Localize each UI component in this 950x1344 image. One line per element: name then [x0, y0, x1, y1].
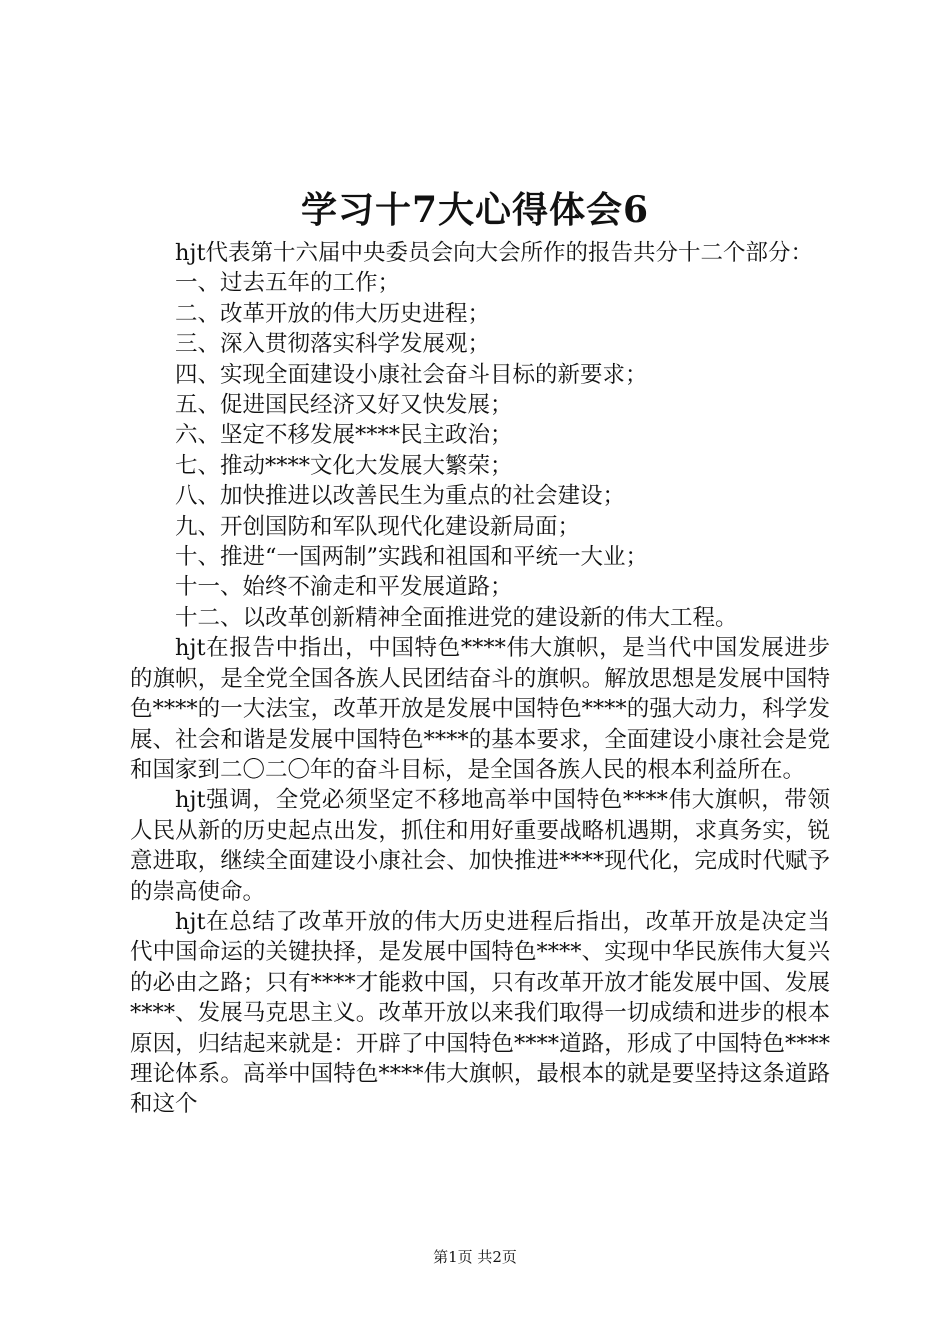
list-item: 八、加快推进以改善民生为重点的社会建设；	[175, 483, 626, 510]
list-item: 二、改革开放的伟大历史进程；	[175, 300, 491, 327]
page-footer: 第1页 共2页	[433, 1248, 517, 1266]
list-item: 十、推进“一国两制”实践和祖国和平统一大业；	[175, 544, 649, 571]
document-body	[130, 238, 830, 1120]
paragraph: hjt在总结了改革开放的伟大历史进程后指出，改革开放是决定当代中国命运的关键抉择，是发展中国特色****、实现中华民族伟大复兴的必由之路；只有****才能救中国，只有改革开放才能发展中国、发展****、发展马克思主义。改革开放以来我们取得一切成绩和进步的根本原因，归结起来就是：开辟了中国特色****道路，形成了中国特色****理论体系。高举中国特色****伟大旗帜，最根本的就是要坚持这条道路和这个	[130, 908, 830, 1118]
document-title: 学习十7大心得体会6	[300, 189, 650, 231]
list-item: 十一、始终不渝走和平发展道路；	[175, 574, 513, 601]
list-item: 四、实现全面建设小康社会奋斗目标的新要求；	[175, 361, 648, 388]
list-item: 十二、以改革创新精神全面推进党的建设新的伟大工程。	[175, 604, 738, 631]
list-item: 五、促进国民经济又好又快发展；	[175, 392, 513, 419]
paragraph: hjt在报告中指出，中国特色****伟大旗帜，是当代中国发展进步的旗帜，是全党全国各族人民团结奋斗的旗帜。解放思想是发展中国特色****的一大法宝，改革开放是发展中国特色****的强大动力，科学发展、社会和谐是发展中国特色****的基本要求，全面建设小康社会是党和国家到二〇二〇年的奋斗目标，是全国各族人民的根本利益所在。	[130, 635, 830, 783]
list-item: 六、坚定不移发展****民主政治；	[175, 422, 513, 449]
list-item: 三、深入贯彻落实科学发展观；	[175, 331, 491, 358]
list-item: 九、开创国防和军队现代化建设新局面；	[175, 513, 581, 540]
paragraph-intro: hjt代表第十六届中央委员会向大会所作的报告共分十二个部分：	[175, 240, 814, 266]
list-item: 一、过去五年的工作；	[175, 270, 401, 297]
list-item: 七、推动****文化大发展大繁荣；	[175, 452, 513, 479]
paragraph: hjt强调，全党必须坚定不移地高举中国特色****伟大旗帜，带领人民从新的历史起点出发，抓住和用好重要战略机遇期，求真务实，锐意进取，继续全面建设小康社会、加快推进****现代化，完成时代赋予的崇高使命。	[130, 787, 830, 905]
